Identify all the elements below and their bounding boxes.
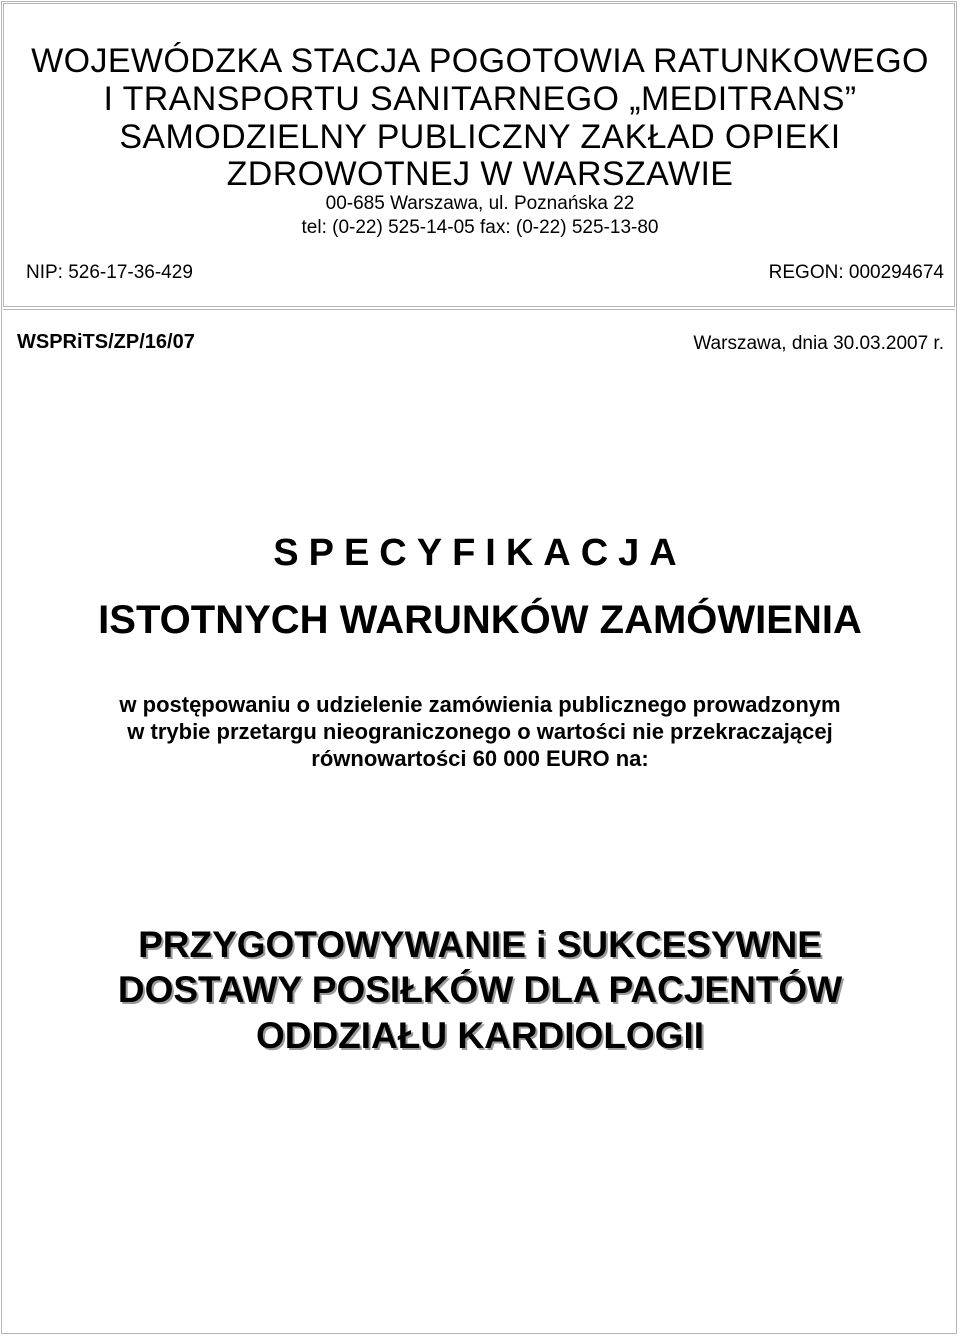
org-name-line-4: ZDROWOTNEJ W WARSZAWIE xyxy=(226,155,734,193)
subject-line-1: PRZYGOTOWYWANIE i SUKCESYWNE xyxy=(138,924,822,965)
subject-line-3: ODDZIAŁU KARDIOLOGII xyxy=(255,1015,705,1056)
org-name-line-1: WOJEWÓDZKA STACJA POGOTOWIA RATUNKOWEGO xyxy=(31,42,929,80)
regon-number: REGON: 000294674 xyxy=(768,262,944,283)
subject-line-2: DOSTAWY POSIŁKÓW DLA PACJENTÓW xyxy=(117,969,843,1010)
description-line-1: w postępowaniu o udzielenie zamówienia publicznego prowadzonym xyxy=(119,692,841,717)
document-subtitle: ISTOTNYCH WARUNKÓW ZAMÓWIENIA xyxy=(98,598,862,642)
org-name-line-3: SAMODZIELNY PUBLICZNY ZAKŁAD OPIEKI xyxy=(119,118,841,156)
document-date: Warszawa, dnia 30.03.2007 r. xyxy=(693,333,944,354)
reference-number: WSPRiTS/ZP/16/07 xyxy=(17,331,195,353)
phone-fax: tel: (0-22) 525-14-05 fax: (0-22) 525-13-80 xyxy=(301,217,659,238)
address: 00-685 Warszawa, ul. Poznańska 22 xyxy=(325,193,635,214)
org-name-line-2: I TRANSPORTU SANITARNEGO „MEDITRANS” xyxy=(103,80,857,118)
header-divider xyxy=(3,309,955,310)
description-line-3: równowartości 60 000 EURO na: xyxy=(311,746,649,771)
description-line-2: w trybie przetargu nieograniczonego o wartości nie przekraczającej xyxy=(127,719,833,744)
nip-number: NIP: 526-17-36-429 xyxy=(26,262,193,283)
document-title: SPECYFIKACJA xyxy=(273,532,687,574)
